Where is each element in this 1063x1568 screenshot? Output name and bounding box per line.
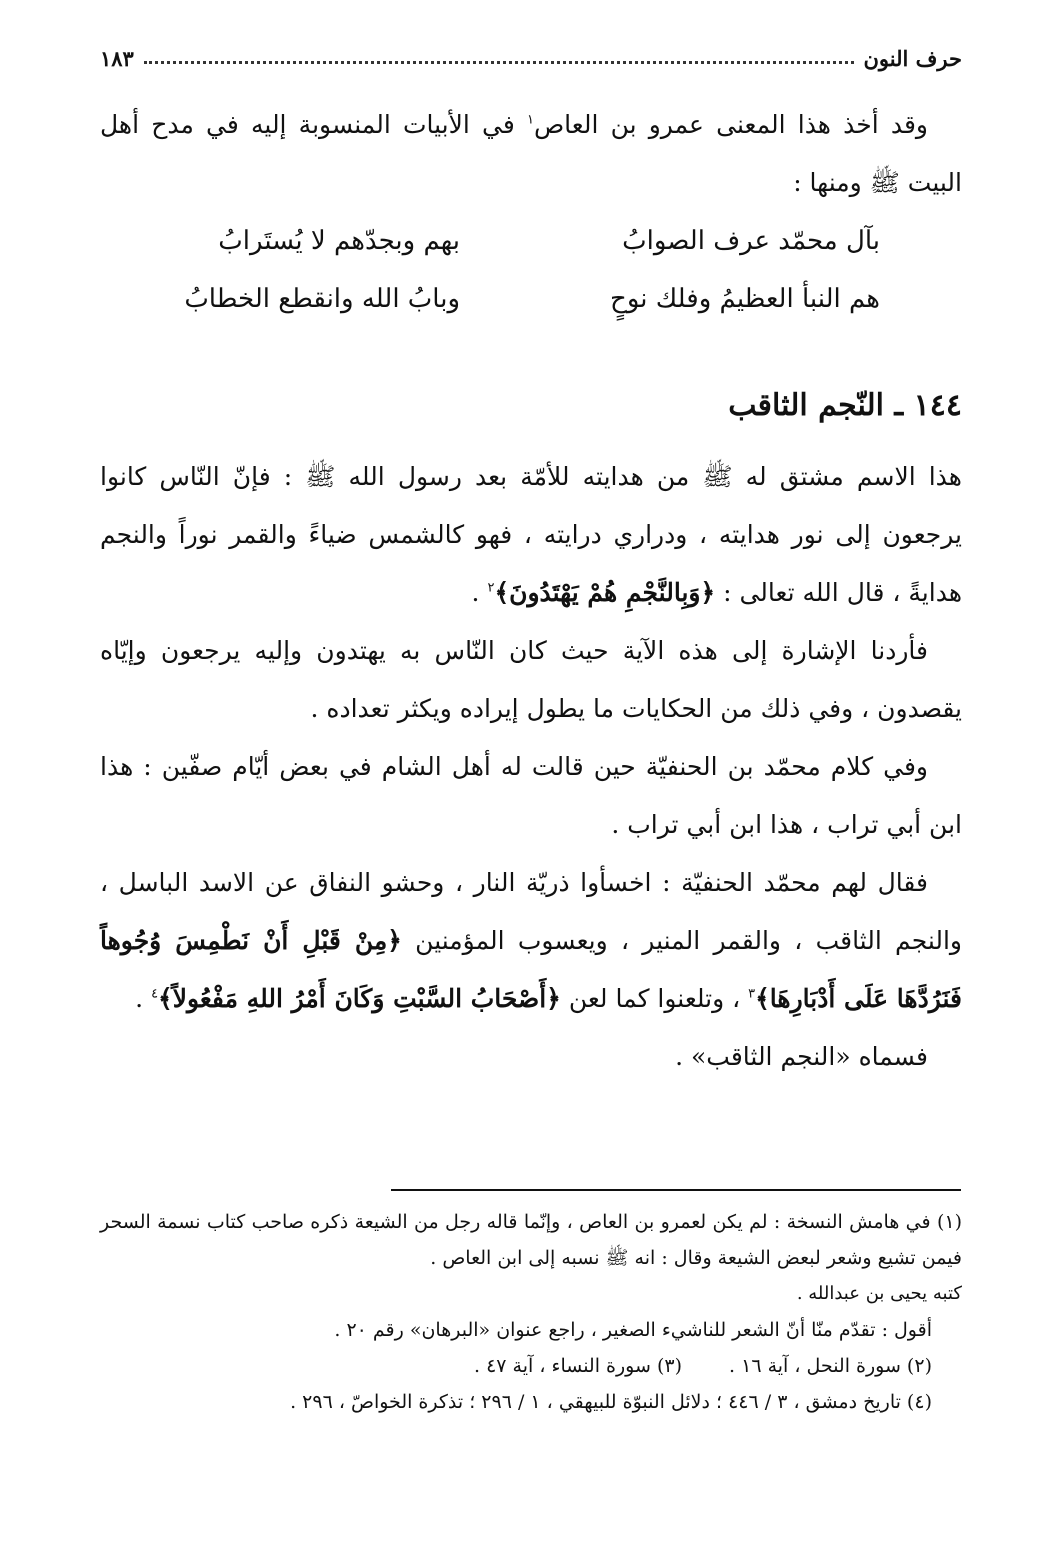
paragraph: هذا الاسم مشتق له ﷺ من هدايته للأمّة بعد رسول الله ﷺ : فإنّ النّاس كانوا يرجعون إلى نور هدايته ، ودراري درايته ، فهو كالشمس ضياءً والقمر نوراً والنجم هدايةً ، قال الله تعالى : ﴿وَبِالنَّجْمِ هُمْ يَهْتَدُونَ﴾$^٢$ . xyxy=(100,462,962,607)
footnote-4: (٤) تاريخ دمشق ، ٣ / ٤٤٦ ؛ دلائل النبوّة للبيهقي ، ١ / ٢٩٦ ؛ تذكرة الخواصّ ، ٢٩٦ . xyxy=(290,1391,932,1413)
footnote-mark: ١ xyxy=(526,112,534,128)
footnote-mark: ٣ xyxy=(748,986,756,1002)
footnote-mark: ٢ xyxy=(487,580,495,596)
hemistich-left: بهم وبجدّهم لا يُستَرابُ xyxy=(218,226,460,256)
footnotes xyxy=(100,1204,962,1420)
paragraph xyxy=(100,1028,962,1086)
intro-text-cont: في الأبيات المنسوبة إليه في مدح أهل البيت ﷺ ومنها : xyxy=(100,110,962,197)
intro-text: وقد أخذ هذا المعنى عمرو بن العاص xyxy=(533,110,928,139)
paragraph: فقال لهم محمّد الحنفيّة : اخسأوا ذريّة النار ، وحشو النفاق عن الاسد الباسل ، والنجم الثاقب ، والقمر المنير ، ويعسوب المؤمنين ﴿مِنْ قَبْلِ أَنْ نَطْمِسَ وُجُوهاً فَنَرُدَّهَا عَلَى أَدْبَارِهَا﴾$^٣$ ، وتلعنوا كما لعن ﴿أَصْحَابُ السَّبْتِ وَكَانَ أَمْرُ اللهِ مَفْعُولاً﴾$^٤$ . xyxy=(100,868,963,1013)
paragraph xyxy=(100,622,962,738)
footnote-mark: ٤ xyxy=(151,986,159,1002)
paragraph-text: فسماه «النجم الثاقب» . xyxy=(675,1042,928,1071)
quran-verse: ﴿مِنْ قَبْلِ أَنْ نَطْمِسَ وُجُوهاً فَنَرُدَّهَا عَلَى أَدْبَارِهَا﴾ xyxy=(100,926,962,1013)
paragraph-text: وفي كلام محمّد بن الحنفيّة حين قالت له أهل الشام في بعض أيّام صفّين : هذا ابن أبي تراب ، هذا ابن أبي تراب . xyxy=(100,752,962,839)
footnote-2: (٢) سورة النحل ، آية ١٦ . xyxy=(729,1355,932,1377)
section-title: ١٤٤ ـ النّجم الثاقب xyxy=(728,388,962,423)
footnote-row xyxy=(100,1348,962,1384)
quran-verse: ﴿وَبِالنَّجْمِ هُمْ يَهْتَدُونَ﴾ xyxy=(494,578,716,607)
chapter-title: حرف النون xyxy=(863,45,962,71)
poem xyxy=(160,212,880,332)
footnote-note: أقول : تقدّم منّا أنّ الشعر للناشيء الصغير ، راجع عنوان «البرهان» رقم ٢٠ . xyxy=(334,1319,932,1341)
leader-dots xyxy=(144,61,854,64)
footnote-1: (١) في هامش النسخة : لم يكن لعمرو بن العاص ، وإنّما قاله رجل من الشيعة ذكره صاحب كتاب نسمة السحر فيمن تشيع وشعر لبعض الشيعة وقال : انه ﷺ نسبه إلى ابن العاص . xyxy=(100,1211,962,1269)
footnote-signature: كتبه يحيى بن عبدالله . xyxy=(796,1283,962,1304)
footnote-separator xyxy=(391,1189,961,1191)
hemistich-right: هم النبأ العظيمُ وفلك نوحٍ xyxy=(610,284,880,314)
paragraph-text: فأردنا الإشارة إلى هذه الآية حيث كان النّاس به يهتدون وإليه يرجعون وإيّاه يقصدون ، وفي ذلك من الحكايات ما يطول إيراده ويكثر تعداده . xyxy=(100,636,962,723)
paragraph-text: فقال لهم محمّد الحنفيّة : اخسأوا ذريّة النار ، وحشو النفاق عن الاسد الباسل ، والنجم الثاقب ، والقمر المنير ، ويعسوب المؤمنين xyxy=(100,868,963,955)
footnote-3: (٣) سورة النساء ، آية ٤٧ . xyxy=(474,1355,682,1377)
intro-paragraph xyxy=(100,96,962,212)
running-header xyxy=(100,38,962,78)
quran-verse: ﴿أَصْحَابُ السَّبْتِ وَكَانَ أَمْرُ اللهِ مَفْعُولاً﴾ xyxy=(158,984,561,1013)
poem-line xyxy=(160,270,880,328)
page-number: ١٨٣ xyxy=(100,45,134,71)
paragraph-text: ، وتلعنوا كما لعن xyxy=(568,984,741,1013)
section-body xyxy=(100,448,962,1086)
paragraph-text: هذا الاسم مشتق له ﷺ من هدايته للأمّة بعد رسول الله ﷺ : فإنّ النّاس كانوا يرجعون إلى نور هدايته ، ودراري درايته ، فهو كالشمس ضياءً والقمر نوراً والنجم هدايةً ، قال الله تعالى : xyxy=(100,462,962,607)
hemistich-right: بآل محمّد عرف الصوابُ xyxy=(622,226,880,256)
poem-line xyxy=(160,212,880,270)
paragraph xyxy=(100,738,962,854)
hemistich-left: وبابُ الله وانقطع الخطابُ xyxy=(184,284,460,314)
